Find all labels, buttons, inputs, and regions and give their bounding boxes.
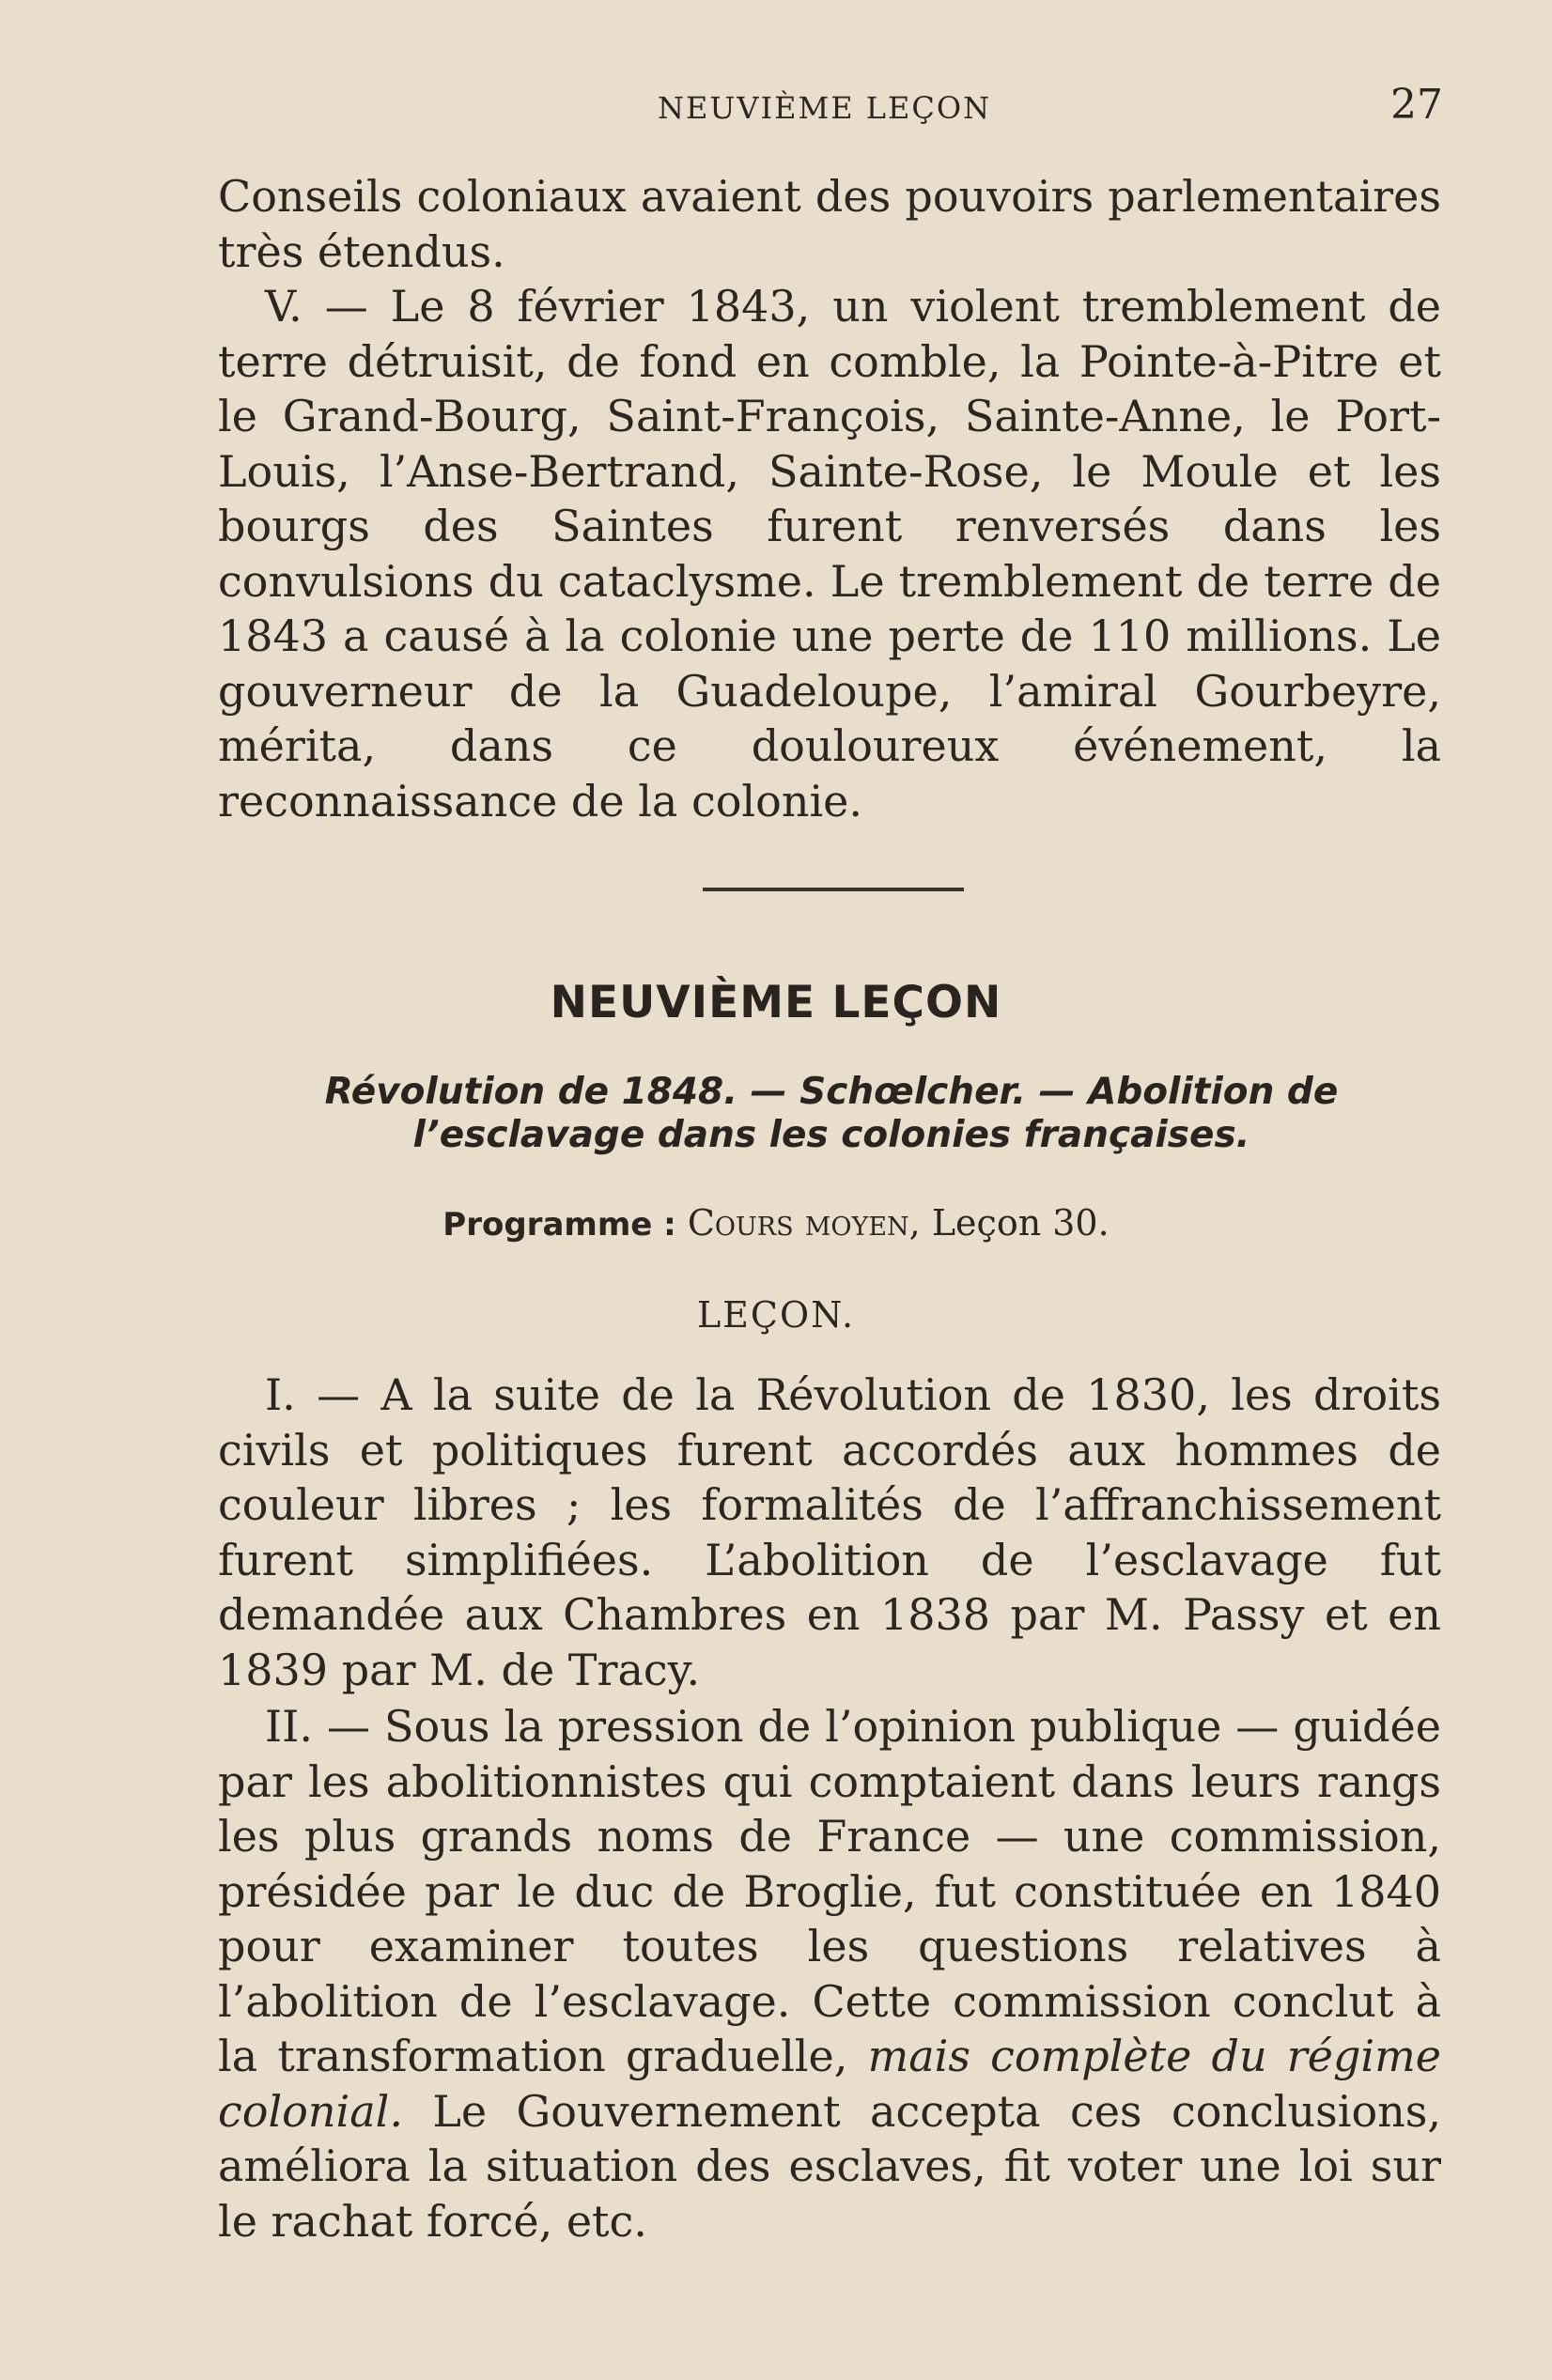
- programme-lesson-ref: , Leçon 30.: [908, 1202, 1110, 1244]
- paragraph-ii-end: Le Gouvernement accepta ces conclusions, améliora la situation des esclaves, fit voter une loi sur le rachat forcé, etc.: [218, 2085, 1441, 2247]
- paragraph-ii-start: II. — Sous la pression de l’opinion publique — guidée par les abolitionnistes qui comptaient dans leurs rangs les plus grands noms de France — une commission, présidée par le duc de Broglie, fut constituée en 1840 pour examiner toutes les questions relatives à l’abolition de l’esclavage. Cette commission conclut à la transformation graduelle,: [218, 1701, 1441, 2081]
- lecon-heading: LEÇON.: [696, 1294, 856, 1336]
- running-header: [0, 77, 1552, 133]
- page-number: 27: [1390, 81, 1443, 129]
- programme-course: Cours moyen: [687, 1202, 909, 1244]
- running-title: NEUVIÈME LEÇON: [658, 90, 992, 126]
- paragraph-i: I. — A la suite de la Révolution de 1830, les droits civils et politiques furent accordés aux hommes de couleur libres ; les formalités de l’affranchissement furent simplifiées. L’abolition de l’esclavage fut demandée aux Chambres en 1838 par M. Passy et en 1839 par M. de Tracy.: [218, 1369, 1441, 1695]
- lesson-subtitle-line-2: l’esclavage dans les colonies françaises.: [412, 1114, 1250, 1156]
- lesson-subtitle: [254, 1071, 1409, 1157]
- section-divider: [703, 888, 964, 891]
- lesson-text-block: [218, 1368, 1441, 2249]
- continued-paragraph: Conseils coloniaux avaient des pouvoirs parlementaires très étendus.: [218, 171, 1441, 277]
- paragraph-ii-italic: mais complète du régime colonial.: [218, 2031, 1441, 2137]
- paragraph-v: V. — Le 8 février 1843, un violent tremblement de terre détruisit, de fond en comble, la Pointe-à-Pitre et le Grand-Bourg, Saint-François, Sainte-Anne, le Port-Louis, l’Anse-Bertrand, Sainte-Rose, le Moule et les bourgs des Saintes furent renversés dans les convulsions du cataclysme. Le tremblement de terre de 1843 a causé à la colonie une perte de 110 millions. Le gouverneur de la Guadeloupe, l’amiral Gourbeyre, mérita, dans ce douloureux événement, la reconnaissance de la colonie.: [218, 281, 1441, 827]
- programme-line: [0, 1202, 1552, 1244]
- lesson-subtitle-line-1: Révolution de 1848. — Schœlcher. — Abolition de: [324, 1071, 1339, 1113]
- paragraph-ii: [218, 1699, 1441, 2249]
- lesson-title: NEUVIÈME LEÇON: [550, 977, 1002, 1028]
- top-text-block: [218, 169, 1441, 828]
- programme-label: Programme :: [442, 1206, 676, 1244]
